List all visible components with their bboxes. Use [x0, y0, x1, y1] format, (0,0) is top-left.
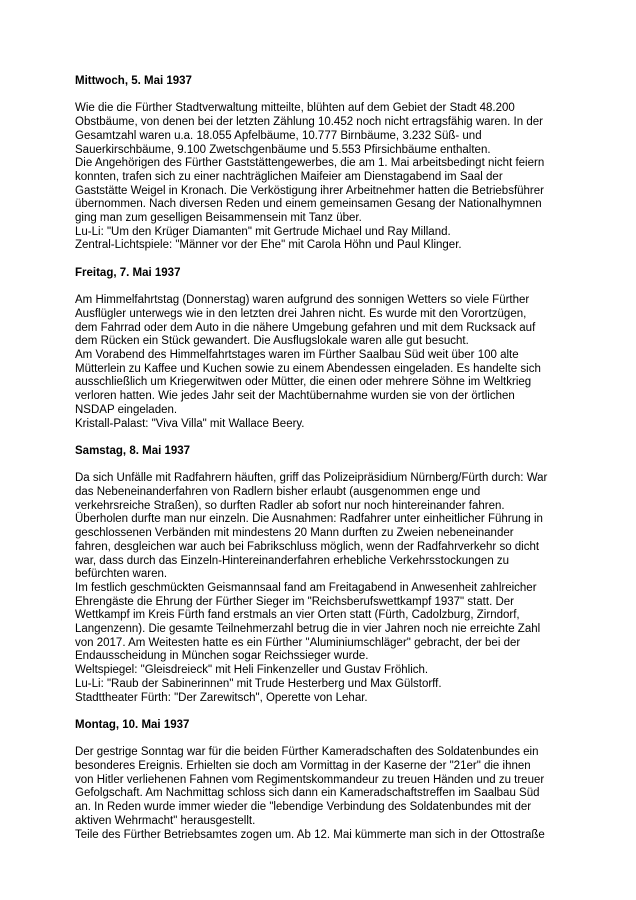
text-line: ausschließlich um Kriegerwitwen oder Mütter, die einen oder mehrere Söhne im Weltkrieg: [75, 376, 532, 389]
text-line: Im festlich geschmückten Geismannsaal fand am Freitagabend in Anwesenheit zahlreicher: [75, 581, 537, 594]
text-line: Ausflügler unterwegs wie in den letzten drei Jahren nicht. Es wurde mit den Vorortzügen,: [75, 307, 527, 320]
section-heading: Montag, 10. Mai 1937: [75, 718, 190, 731]
text-line: verkehrsreiche Straßen), so durften Radler ab sofort nur noch hintereinander fahren.: [75, 499, 505, 512]
text-line: Zentral-Lichtspiele: "Männer vor der Ehe" mit Carola Höhn und Paul Klinger.: [75, 239, 462, 252]
text-line: Die Angehörigen des Fürther Gaststättengewerbes, die am 1. Mai arbeitsbedingt nicht feiern: [75, 157, 545, 170]
text-line: befürchten waren.: [75, 568, 168, 581]
text-line: dem Rücken ein Stück gewandert. Die Ausflugslokale waren alle gut besucht.: [75, 335, 469, 348]
text-line: Gesamtzahl waren u.a. 18.055 Apfelbäume, 10.777 Birnbäume, 3.232 Süß- und: [75, 129, 482, 142]
text-line: Weltspiegel: "Gleisdreieck" mit Heli Finkenzeller und Gustav Fröhlich.: [75, 664, 429, 677]
document-content: [75, 75, 581, 842]
text-line: übernommen. Nach diversen Reden und einem gemeinsamen Gesang der Nationalhymnen: [75, 198, 542, 211]
text-line: Lu-Li: "Raub der Sabinerinnen" mit Trude Hesterberg und Max Gülstorff.: [75, 677, 442, 690]
text-line: aktiven Wehrmacht" herausgestellt.: [75, 814, 256, 827]
text-line: NSDAP eingeladen.: [75, 403, 178, 416]
text-line: dem Fahrrad oder dem Auto in die nähere Umgebung gefahren und mit dem Rucksack auf: [75, 321, 536, 334]
text-line: das Nebeneinanderfahren von Radlern bisher erlaubt (ausgenommen enge und: [75, 486, 481, 499]
text-line: Wettkampf im Kreis Fürth fand erstmals an vier Orten statt (Fürth, Cadolzburg, Zirndorf,: [75, 609, 520, 622]
text-line: Gaststätte Weigel in Kronach. Die Verköstigung ihrer Arbeitnehmer hatten die Betriebsführer: [75, 184, 544, 197]
text-line: Kristall-Palast: "Viva Villa" mit Wallace Beery.: [75, 417, 305, 430]
day-section: [75, 267, 581, 431]
text-line: Am Himmelfahrtstag (Donnerstag) waren aufgrund des sonnigen Wetters so viele Fürther: [75, 294, 530, 307]
day-section: [75, 75, 581, 253]
section-heading: Samstag, 8. Mai 1937: [75, 444, 191, 457]
text-line: ging man zum geselligen Beisammensein mit Tanz über.: [75, 212, 362, 225]
day-section: [75, 445, 581, 705]
section-heading: Mittwoch, 5. Mai 1937: [75, 75, 192, 87]
text-line: Langenzenn). Die gesamte Teilnehmerzahl betrug die in vier Jahren noch nie erreichte Zahl: [75, 623, 541, 636]
text-line: fahren, desgleichen war auch bei Fabrikschluss möglich, wenn der Radfahrverkehr so dicht: [75, 540, 540, 553]
text-line: Ehrengäste die Ehrung der Fürther Sieger im "Reichsberufswettkampf 1937" statt. Der: [75, 595, 514, 608]
day-section: [75, 719, 581, 842]
text-line: war, dass durch das Einzeln-Hintereinanderfahren erhebliche Verkehrsstockungen zu: [75, 554, 510, 567]
text-line: Sauerkirschbäume, 9.100 Zwetschgenbäume und 5.553 Pfirsichbäume enthalten.: [75, 143, 491, 156]
text-line: Da sich Unfälle mit Radfahrern häuften, griff das Polizeipräsidium Nürnberg/Fürth durch: War: [75, 472, 548, 485]
text-line: Endausscheidung in München sogar Reichssieger wurde.: [75, 650, 369, 663]
text-line: Stadttheater Fürth: "Der Zarewitsch", Operette von Lehar.: [75, 691, 368, 704]
text-line: Wie die die Fürther Stadtverwaltung mitteilte, blühten auf dem Gebiet der Stadt 48.200: [75, 102, 515, 115]
text-line: von 2017. Am Weitesten hatte es ein Fürther "Aluminiumschläger" gebracht, der bei der: [75, 636, 521, 649]
section-heading: Freitag, 7. Mai 1937: [75, 266, 181, 279]
text-line: besonderes Ereignis. Erhielten sie doch am Vormittag in der Kaserne der "21er" die ihnen: [75, 760, 531, 773]
text-line: Lu-Li: "Um den Krüger Diamanten" mit Gertrude Michael und Ray Milland.: [75, 225, 451, 238]
text-line: konnten, trafen sich zu einer nachträglichen Maifeier am Dienstagabend im Saal der: [75, 170, 503, 183]
text-line: Gefolgschaft. Am Nachmittag schloss sich dann ein Kameradschaftstreffen im Saalbau Süd: [75, 787, 540, 800]
text-line: von Hitler verliehenen Fahnen vom Regimentskommandeur zu treuen Händen und zu treuer: [75, 773, 545, 786]
text-line: geschlossenen Verbänden mit mindestens 20 Mann durften zu Zweien nebeneinander: [75, 527, 514, 540]
text-line: an. In Reden wurde immer wieder die "lebendige Verbindung des Soldatenbundes mit der: [75, 801, 532, 814]
text-line: Überholen durfte man nur einzeln. Die Ausnahmen: Radfahrer unter einheitlicher Führung in: [75, 513, 543, 526]
text-line: Der gestrige Sonntag war für die beiden Fürther Kameradschaften des Soldatenbundes ein: [75, 746, 539, 759]
text-line: Teile des Fürther Betriebsamtes zogen um. Ab 12. Mai kümmerte man sich in der Ottostraße: [75, 828, 545, 841]
text-line: verloren hatten. Wie jedes Jahr seit der Machtübernahme wurden sie von der örtlichen: [75, 390, 515, 403]
text-line: Obstbäume, von denen bei der letzten Zählung 10.452 noch nicht ertragsfähig waren. In der: [75, 116, 543, 129]
text-line: Mütterlein zu Kaffee und Kuchen sowie zu einem Abendessen eingeladen. Es handelte sich: [75, 362, 541, 375]
text-line: Am Vorabend des Himmelfahrtstages waren im Fürther Saalbau Süd weit über 100 alte: [75, 349, 519, 362]
